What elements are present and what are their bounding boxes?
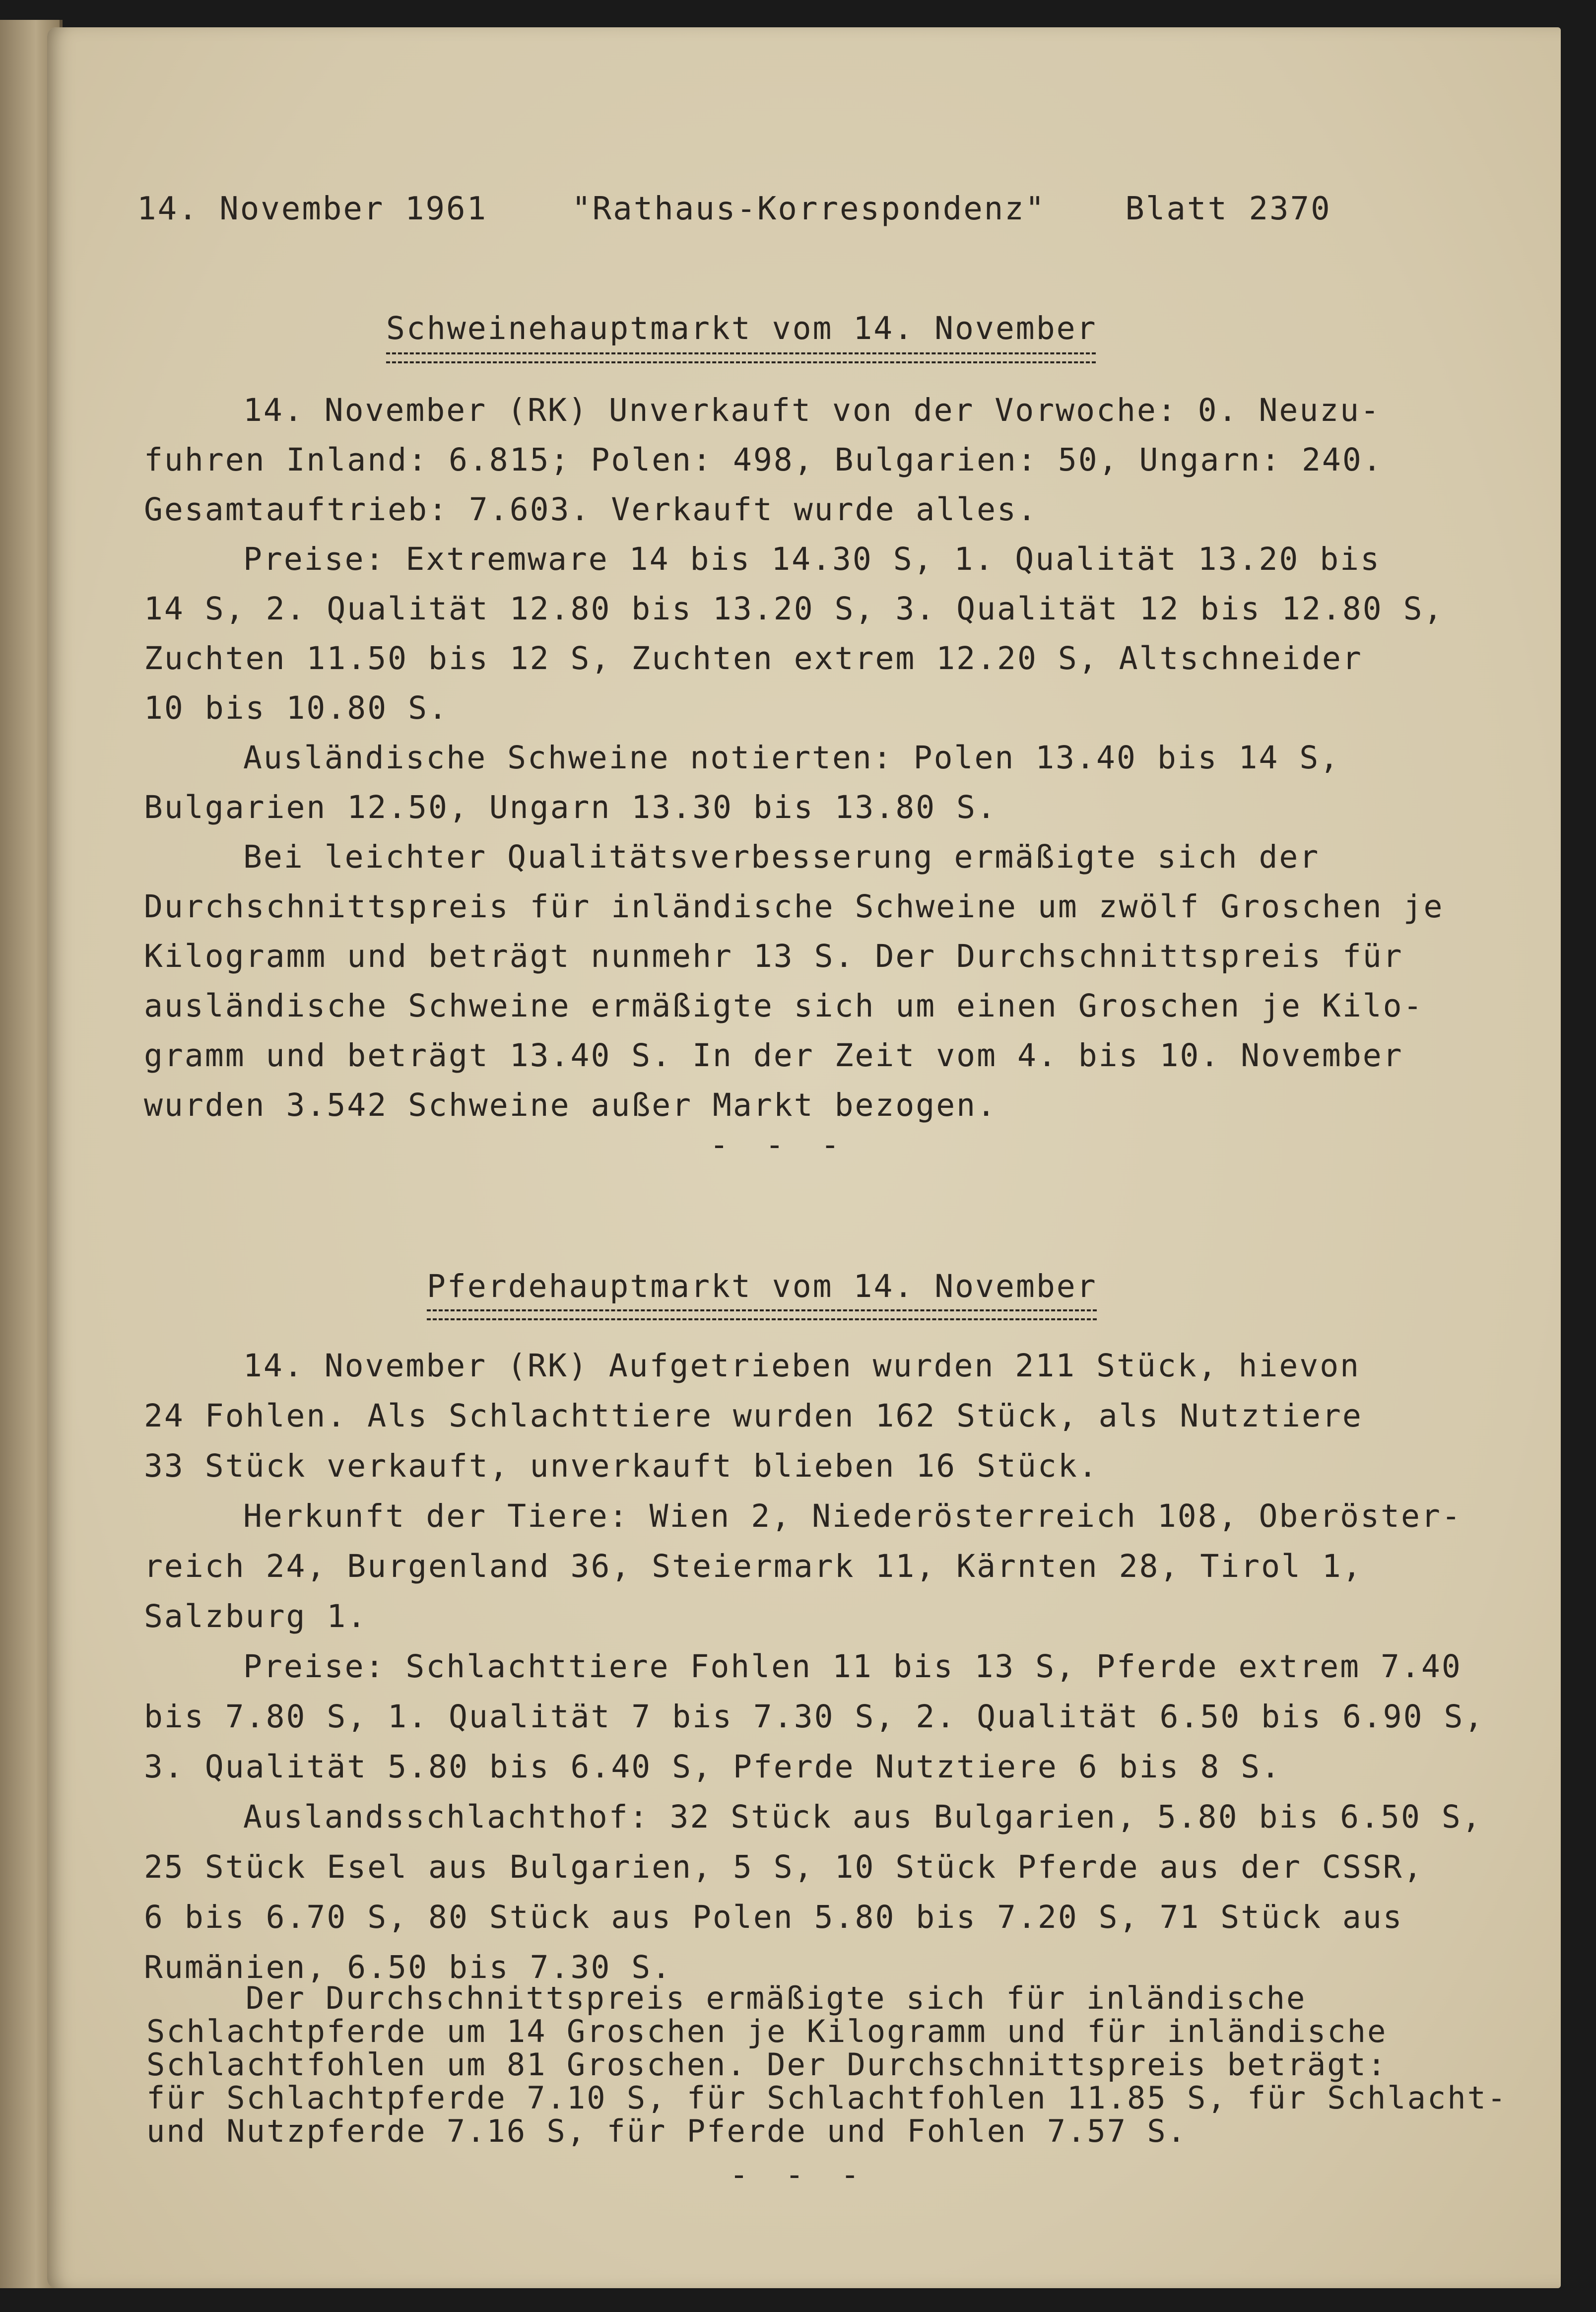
s1-line: Gesamtauftrieb: 7.603. Verkauft wurde alles. [144,491,1038,528]
s2-line: Salzburg 1. [144,1598,368,1634]
s2-line: Herkunft der Tiere: Wien 2, Niederösterreich 108, Oberöster- [243,1498,1462,1534]
s2-line: 3. Qualität 5.80 bis 6.40 S, Pferde Nutztiere 6 bis 8 S. [144,1749,1282,1785]
s2small-line: Schlachtpferde um 14 Groschen je Kilogramm und für inländische [146,2013,1388,2049]
header-date: 14. November 1961 [137,191,488,227]
s2small-line: und Nutzpferde 7.16 S, für Pferde und Fohlen 7.57 S. [146,2113,1188,2149]
header-publication: "Rathaus-Korrespondenz" [572,191,1046,227]
section1-title-underline [386,352,1096,363]
s1-line: gramm und beträgt 13.40 S. In der Zeit vom 4. bis 10. November [144,1037,1403,1074]
s1-line: 14 S, 2. Qualität 12.80 bis 13.20 S, 3. Qualität 12 bis 12.80 S, [144,591,1444,627]
s1-line: Ausländische Schweine notierten: Polen 13.40 bis 14 S, [243,740,1340,776]
page-header [96,154,1331,227]
s1-line: Bulgarien 12.50, Ungarn 13.30 bis 13.80 S. [144,789,998,825]
s2-line: Preise: Schlachttiere Fohlen 11 bis 13 S, Pferde extrem 7.40 [243,1648,1462,1685]
s2-line: Auslandsschlachthof: 32 Stück aus Bulgarien, 5.80 bis 6.50 S, [243,1799,1482,1835]
s2-line: 6 bis 6.70 S, 80 Stück aus Polen 5.80 bis 7.20 S, 71 Stück aus [144,1899,1403,1935]
section2-end-mark: - - - [730,2157,868,2193]
s1-line: Zuchten 11.50 bis 12 S, Zuchten extrem 12.20 S, Altschneider [144,640,1363,677]
s1-line: Bei leichter Qualitätsverbesserung ermäßigte sich der [243,839,1320,875]
s2-line: 14. November (RK) Aufgetrieben wurden 211 Stück, hievon [243,1348,1361,1384]
s1-line: 14. November (RK) Unverkauft von der Vorwoche: 0. Neuzu- [243,392,1381,428]
s2-line: bis 7.80 S, 1. Qualität 7 bis 7.30 S, 2. Qualität 6.50 bis 6.90 S, [144,1699,1485,1735]
s1-line: 10 bis 10.80 S. [144,690,449,726]
s1-line: Preise: Extremware 14 bis 14.30 S, 1. Qualität 13.20 bis [243,541,1381,577]
s2small-line: für Schlachtpferde 7.10 S, für Schlachtfohlen 11.85 S, für Schlacht- [146,2080,1508,2116]
s1-line: Kilogramm und beträgt nunmehr 13 S. Der Durchschnittspreis für [144,938,1403,974]
s2small-line: Der Durchschnittspreis ermäßigte sich für inländische [246,1980,1307,2016]
header-sheet: Blatt 2370 [1125,191,1331,227]
s1-line: wurden 3.542 Schweine außer Markt bezogen. [144,1087,998,1123]
s2-line: 25 Stück Esel aus Bulgarien, 5 S, 10 Stück Pferde aus der CSSR, [144,1849,1424,1885]
section1-end-mark: - - - [710,1127,849,1163]
s2small-line: Schlachtfohlen um 81 Groschen. Der Durchschnittspreis beträgt: [146,2046,1388,2083]
section2-title-underline [427,1309,1097,1320]
s2-line: reich 24, Burgenland 36, Steiermark 11, Kärnten 28, Tirol 1, [144,1548,1363,1584]
s2-line: 33 Stück verkauft, unverkauft blieben 16 Stück. [144,1448,1099,1484]
s2-line: 24 Fohlen. Als Schlachttiere wurden 162 Stück, als Nutztiere [144,1398,1363,1434]
s1-line: ausländische Schweine ermäßigte sich um einen Groschen je Kilo- [144,988,1424,1024]
s1-line: fuhren Inland: 6.815; Polen: 498, Bulgarien: 50, Ungarn: 240. [144,442,1383,478]
s2-line: Rumänien, 6.50 bis 7.30 S. [144,1949,672,1985]
section1-title: Schweinehauptmarkt vom 14. November [386,310,1097,346]
s1-line: Durchschnittspreis für inländische Schweine um zwölf Groschen je [144,888,1444,925]
section2-title: Pferdehauptmarkt vom 14. November [427,1268,1097,1304]
